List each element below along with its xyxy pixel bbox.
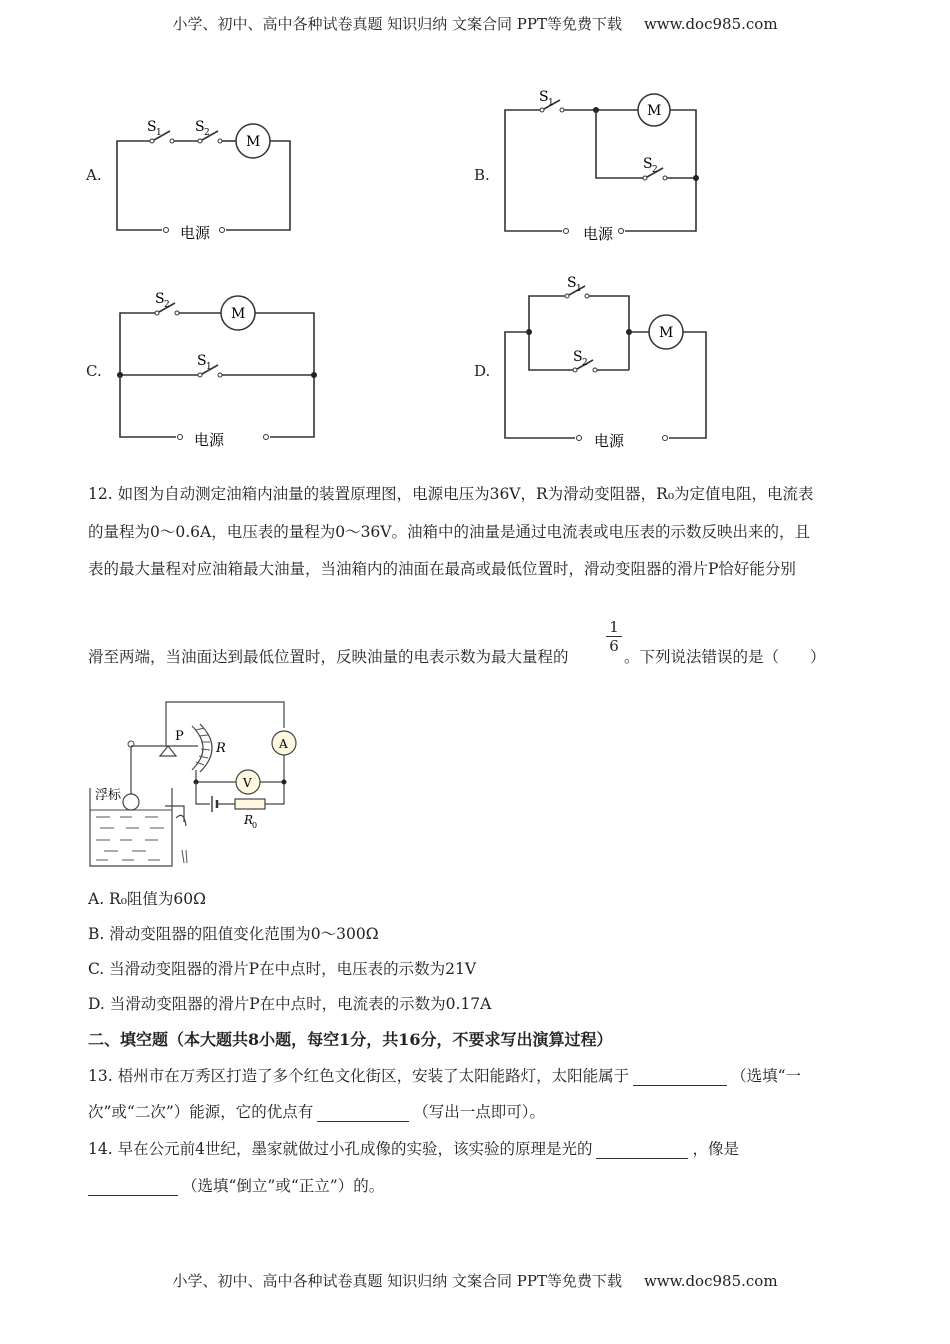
circuit-c-power: 电源 [194,431,225,449]
q14-blank-2[interactable] [88,1177,178,1196]
q12-choice-b: B. 滑动变阻器的阻值变化范围为0～300Ω [88,925,379,943]
q14-line-1-pre: 14. 早在公元前4世纪，墨家就做过小孔成像的实验，该实验的原理是光的 [88,1140,593,1158]
circuit-d-s2-sub: 2 [582,358,588,368]
q14-line-2-post: （选填“倒立”或“正立”）的。 [182,1177,385,1195]
r0-sub: 0 [252,821,258,830]
q14-line-1 [88,1137,739,1159]
q13-line-2-pre: 次”或“二次”）能源，它的优点有 [88,1103,314,1121]
header-site[interactable]: www.doc985.com [643,15,778,33]
circuit-b-s2-sub: 2 [652,165,658,175]
option-a-label: A. [86,166,102,184]
q13-line-1-post: （选填“一 [731,1067,802,1085]
oil-tank-figure [90,702,296,866]
q12-choice-a: A. R₀阻值为60Ω [88,890,207,908]
circuit-c-s2-sub: 2 [164,300,170,310]
q12-line-4-pre: 滑至两端，当油面达到最低位置时，反映油量的电表示数为最大量程的 [88,648,569,666]
q12-line-1: 12. 如图为自动测定油箱内油量的装置原理图，电源电压为36V，R为滑动变阻器，R₀为定值电阻，电流表 [88,485,814,503]
circuit-d-motor-label: M [659,325,674,341]
circuit-a-s1: S [147,119,157,135]
option-b-label: B. [474,166,490,184]
fraction-one-sixth [606,618,622,655]
q13-line-1 [88,1064,801,1086]
q13-line-2-post: （写出一点即可）。 [413,1103,546,1121]
footer-text: 小学、初中、高中各种试卷真题 知识归纳 文案合同 PPT等免费下载 [172,1272,622,1290]
q12-choice-d: D. 当滑动变阻器的滑片P在中点时，电流表的示数为0.17A [88,995,492,1013]
fraction-denominator: 6 [609,637,619,655]
section-2-title: 二、填空题（本大题共8小题，每空1分，共16分，不要求写出演算过程） [88,1030,613,1049]
q12-line-3: 表的最大量程对应油箱最大油量，当油箱内的油面在最高或最低位置时，滑动变阻器的滑片P恰好能分别 [88,560,796,578]
circuit-a-s2: S [195,119,205,135]
circuit-a [117,119,290,242]
circuit-d [505,275,706,450]
circuit-d-s1-sub: 1 [576,284,582,294]
circuit-c-s1: S [197,353,207,369]
circuit-c-s2: S [155,291,165,307]
circuit-b-s1: S [539,89,549,105]
q14-line-1-post: ，像是 [692,1140,739,1158]
q12-line-2: 的量程为0～0.6A，电压表的量程为0～36V。油箱中的油量是通过电流表或电压表的示数反映出来的，且 [88,523,810,541]
circuit-c-s1-sub: 1 [206,362,212,372]
ammeter-label: A [279,737,288,751]
q13-line-2 [88,1100,545,1122]
circuit-b [505,89,699,243]
fraction-numerator: 1 [606,618,622,637]
circuit-a-motor-label: M [246,134,261,150]
q13-blank-2[interactable] [317,1103,409,1122]
circuit-d-power: 电源 [594,432,625,450]
option-c-label: C. [86,362,102,380]
header-text: 小学、初中、高中各种试卷真题 知识归纳 文案合同 PPT等免费下载 [172,15,622,33]
page-footer [0,1270,950,1291]
circuit-b-s1-sub: 1 [548,98,554,108]
r0-label: R [244,813,254,827]
slider-p-label: P [175,729,184,744]
q14-blank-1[interactable] [596,1140,688,1159]
circuit-b-motor-label: M [647,103,662,119]
float-label: 浮标 [95,788,122,803]
rheostat-r-label: R [216,741,226,756]
footer-site[interactable]: www.doc985.com [643,1272,778,1290]
voltmeter-label: V [243,776,252,790]
circuit-d-s2: S [573,349,583,365]
q12-choice-c: C. 当滑动变阻器的滑片P在中点时，电压表的示数为21V [88,960,477,978]
circuit-a-power: 电源 [180,224,211,242]
circuit-c-motor-label: M [231,306,246,322]
q13-line-1-pre: 13. 梧州市在万秀区打造了多个红色文化街区，安装了太阳能路灯，太阳能属于 [88,1067,630,1085]
circuit-b-s2: S [643,156,653,172]
circuit-b-power: 电源 [583,225,614,243]
circuit-a-s1-sub: 1 [156,128,162,138]
circuit-a-s2-sub: 2 [204,128,210,138]
q13-blank-1[interactable] [633,1067,727,1086]
option-d-label: D. [474,362,491,380]
q14-line-2 [88,1174,384,1196]
circuit-d-s1: S [567,275,577,291]
q12-line-4-post: 。下列说法错误的是（ ） [624,648,826,666]
resistor-r0 [235,799,265,809]
circuit-c [117,291,317,449]
